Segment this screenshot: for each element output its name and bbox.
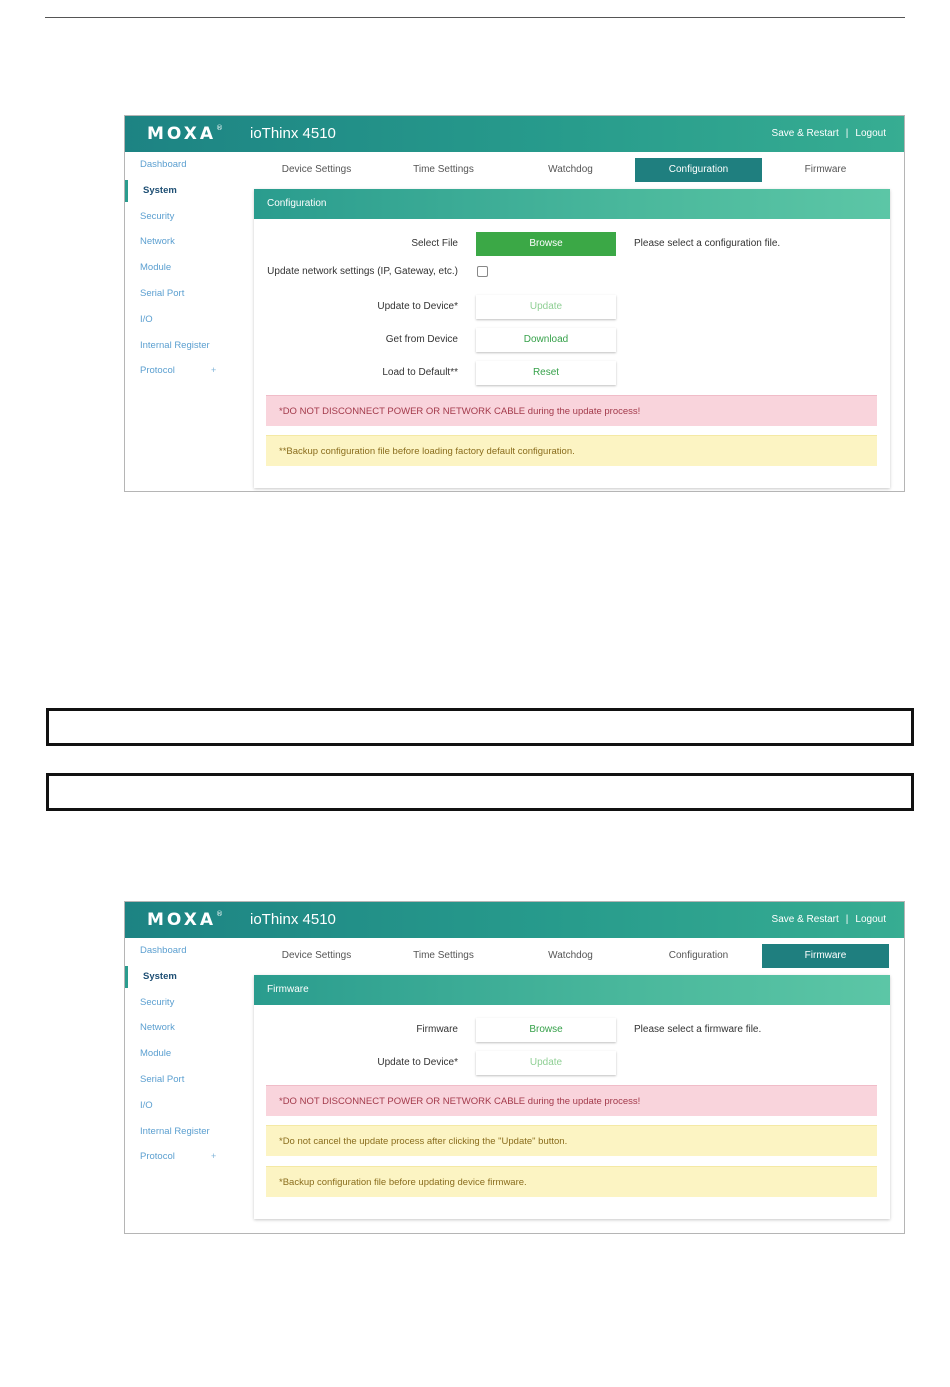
browse-button[interactable]: Browse [476,232,616,256]
update-to-device-label: Update to Device* [377,301,458,312]
expand-plus-icon[interactable]: + [211,1151,217,1162]
update-button[interactable]: Update [476,1051,616,1075]
app-header [125,902,904,938]
sidebar-item-serial-port[interactable]: Serial Port [140,1073,185,1085]
moxa-logo: MOXA® [147,910,224,930]
firmware-panel [254,975,890,1219]
sidebar-item-module[interactable]: Module [140,1048,172,1060]
firmware-screenshot [124,901,905,1234]
warning-alert: *Backup configuration file before updating device firmware. [266,1166,877,1197]
select-file-row [254,232,890,256]
sidebar-item-security[interactable]: Security [140,996,175,1008]
warning-alert: *Do not cancel the update process after clicking the "Update" button. [266,1125,877,1156]
danger-alert: *DO NOT DISCONNECT POWER OR NETWORK CABLE during the update process! [266,395,877,426]
panel-title: Firmware [254,975,890,1005]
tab-watchdog[interactable]: Watchdog [548,164,593,175]
update-network-checkbox[interactable] [477,266,488,277]
load-to-default-row [254,361,890,385]
sidebar-item-protocol[interactable] [125,358,245,384]
logout-link[interactable]: Logout [855,128,886,139]
tab-bar [253,158,890,182]
sidebar-item-network[interactable]: Network [140,236,175,248]
firmware-label: Firmware [416,1024,458,1035]
product-name: ioThinx 4510 [250,125,336,142]
sidebar-item-protocol[interactable] [125,1144,245,1170]
configuration-screenshot [124,115,905,492]
update-to-device-row [254,1051,890,1075]
update-to-device-row [254,295,890,319]
update-network-row [254,260,890,284]
tab-watchdog[interactable]: Watchdog [548,950,593,961]
expand-plus-icon[interactable]: + [211,365,217,376]
update-to-device-label: Update to Device* [377,1057,458,1068]
firmware-file-row [254,1018,890,1042]
sidebar-item-serial-port[interactable]: Serial Port [140,287,185,299]
page-top-rule [45,17,905,18]
sidebar-item-module[interactable]: Module [140,262,172,274]
save-restart-link[interactable]: Save & Restart [771,128,839,139]
sidebar-item-network[interactable]: Network [140,1022,175,1034]
sidebar-item-internal-register[interactable]: Internal Register [140,339,210,351]
sidebar-item-internal-register[interactable]: Internal Register [140,1125,210,1137]
firmware-file-hint: Please select a firmware file. [634,1024,762,1035]
warning-alert: **Backup configuration file before loading factory default configuration. [266,435,877,466]
app-header [125,116,904,152]
tab-device-settings[interactable]: Device Settings [281,950,352,961]
sidebar-item-io[interactable]: I/O [140,1099,153,1111]
logout-link[interactable]: Logout [855,914,886,925]
tab-time-settings[interactable]: Time Settings [413,950,474,961]
load-to-default-label: Load to Default** [382,367,458,378]
tab-time-settings[interactable]: Time Settings [413,164,474,175]
sidebar [125,938,245,1170]
sidebar-item-dashboard[interactable]: Dashboard [140,945,187,956]
moxa-logo: MOXA® [147,124,224,144]
update-network-label: Update network settings (IP, Gateway, etc.) [267,266,458,277]
tab-device-settings[interactable]: Device Settings [281,164,352,175]
sidebar-item-label: Protocol [140,1151,175,1163]
select-file-hint: Please select a configuration file. [634,238,781,249]
sidebar-item-dashboard[interactable]: Dashboard [140,159,187,170]
browse-button[interactable]: Browse [476,1018,616,1042]
tab-firmware[interactable]: Firmware [762,944,889,968]
tab-firmware[interactable]: Firmware [804,164,847,175]
empty-text-box [46,773,914,811]
header-links: Save & Restart | Logout [771,128,886,139]
tab-bar [253,944,890,968]
select-file-label: Select File [411,238,458,249]
sidebar-item-io[interactable]: I/O [140,313,153,325]
tab-configuration[interactable]: Configuration [668,950,729,961]
empty-text-box [46,708,914,746]
panel-title: Configuration [254,189,890,219]
danger-alert: *DO NOT DISCONNECT POWER OR NETWORK CABLE during the update process! [266,1085,877,1116]
sidebar [125,152,245,384]
header-links: Save & Restart | Logout [771,914,886,925]
download-button[interactable]: Download [476,328,616,352]
configuration-panel [254,189,890,488]
get-from-device-label: Get from Device [385,334,458,345]
sidebar-item-security[interactable]: Security [140,210,175,222]
get-from-device-row [254,328,890,352]
update-button[interactable]: Update [476,295,616,319]
sidebar-item-system[interactable]: System [125,964,245,990]
sidebar-item-label: Protocol [140,365,175,377]
reset-button[interactable]: Reset [476,361,616,385]
save-restart-link[interactable]: Save & Restart [771,914,839,925]
sidebar-item-system[interactable]: System [125,178,245,204]
tab-configuration[interactable]: Configuration [635,158,762,182]
product-name: ioThinx 4510 [250,911,336,928]
